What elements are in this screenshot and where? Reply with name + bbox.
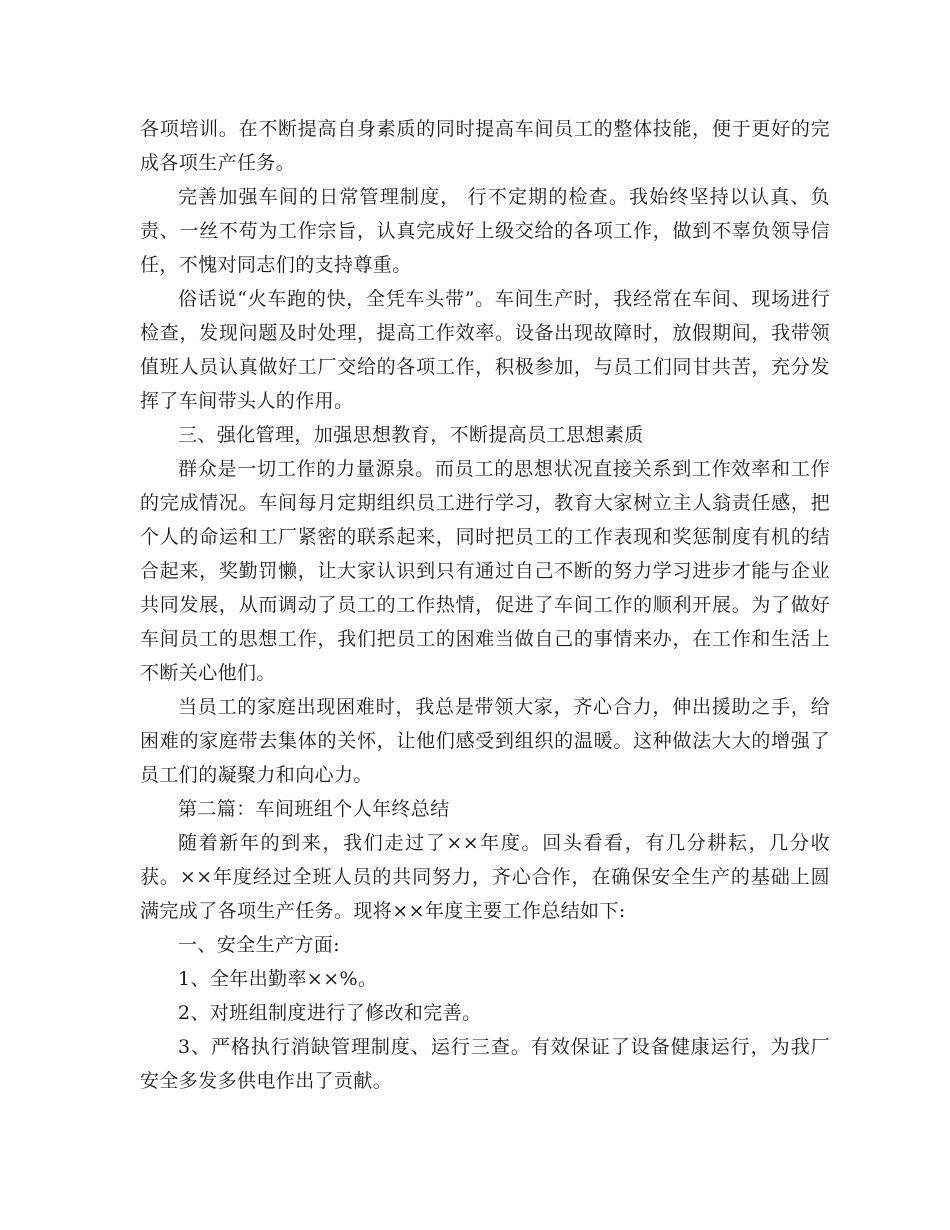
paragraph-management-system: 完善加强车间的日常管理制度， 行不定期的检查。我始终坚持以认真、负责、一丝不苟为工作宗旨，认真完成好上级交给的各项工作，做到不辜负领导信任，不愧对同志们的支持尊重。 [140,186,830,276]
paragraph-thought-work: 群众是一切工作的力量源泉。而员工的思想状况直接关系到工作效率和工作的完成情况。车间每月定期组织员工进行学习，教育大家树立主人翁责任感，把个人的命运和工厂紧密的联系起来，同时把员工的工作表现和奖惩制度有机的结合起来，奖勤罚懒，让大家认识到只有通过自己不断的努力学习进步才能与企业共同发展，从而调动了员工的工作热情，促进了车间工作的顺利开展。为了做好车间员工的思想工作，我们把员工的困难当做自己的事情来办，在工作和生活上不断关心他们。 [140,458,830,684]
list-item-attendance: 1、全年出勤率××%。 [178,968,378,990]
section-heading-safety: 一、安全生产方面: [178,934,341,956]
part-two-title: 第二篇：车间班组个人年终总结 [178,798,450,820]
list-item-defect-management: 3、严格执行消缺管理制度、运行三查。有效保证了设备健康运行，为我厂安全多发多供电作出了贡献。 [140,1036,830,1092]
paragraph-leadership: 俗话说“火车跑的快，全凭车头带”。车间生产时，我经常在车间、现场进行检查，发现问题及时处理，提高工作效率。设备出现故障时，放假期间，我带领值班人员认真做好工厂交给的各项工作，积极参加，与员工们同甘共苦，充分发挥了车间带头人的作用。 [140,288,830,412]
paragraph-family-support: 当员工的家庭出现困难时，我总是带领大家，齐心合力，伸出援助之手，给困难的家庭带去集体的关怀，让他们感受到组织的温暖。这种做法大大的增强了员工们的凝聚力和向心力。 [140,696,830,786]
section-heading-thought-education: 三、强化管理，加强思想教育，不断提高员工思想素质 [178,424,644,446]
paragraph-training-continuation: 各项培训。在不断提高自身素质的同时提高车间员工的整体技能，便于更好的完成各项生产任务。 [140,118,830,174]
list-item-team-rules: 2、对班组制度进行了修改和完善。 [178,1002,482,1024]
document-body [140,112,830,1098]
paragraph-new-year-intro: 随着新年的到来，我们走过了××年度。回头看看，有几分耕耘，几分收获。××年度经过全班人员的共同努力，齐心合作，在确保安全生产的基础上圆满完成了各项生产任务。现将××年度主要工作总结如下: [140,832,830,922]
